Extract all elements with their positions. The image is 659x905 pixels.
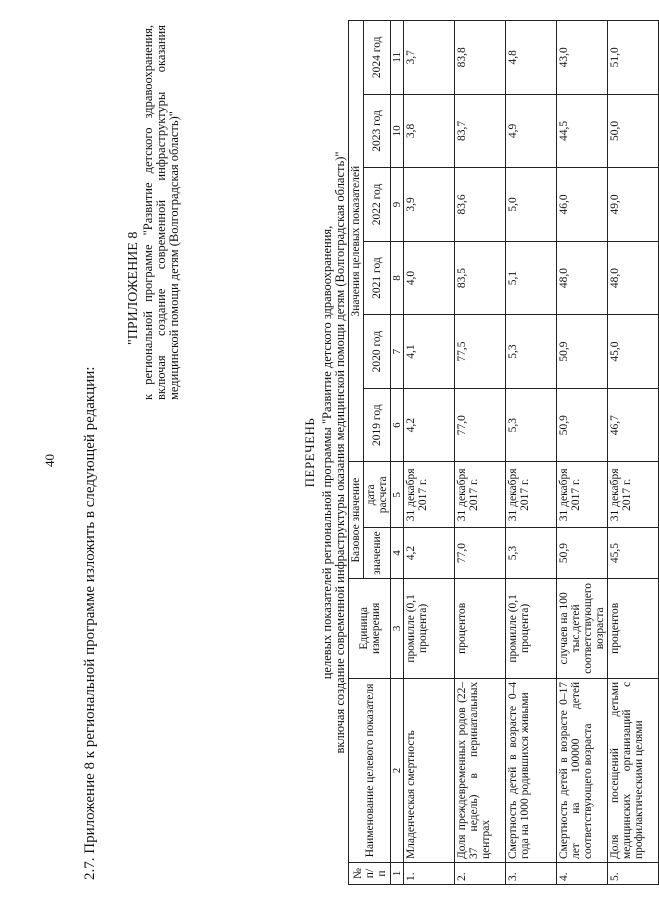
target-value: 43,0: [557, 21, 608, 95]
header-year: 2024 год: [364, 21, 391, 95]
base-date: 31 декабря 2017 г.: [557, 462, 608, 528]
appendix-body: к региональной программе "Развитие детского здравоохранения, включая создание современной инфраструктуры оказания медицинской помощи детям (Волгоградская область)": [141, 25, 181, 400]
base-date: 31 декабря 2017 г.: [455, 462, 506, 528]
target-value: 4,0: [404, 241, 455, 315]
target-value: 3,9: [404, 168, 455, 242]
header-base: Базовое значение: [349, 462, 364, 578]
base-value: 50,9: [557, 528, 608, 579]
target-value: 45,0: [608, 315, 659, 389]
row-num: 4.: [557, 863, 608, 885]
section-heading: 2.7. Приложение 8 к региональной программе изложить в следующей редакции:: [82, 366, 98, 880]
table-subtitle-line-1: целевых показателей региональной программы "Развитие детского здравоохранения,: [320, 225, 334, 680]
target-value: 4,2: [404, 388, 455, 462]
target-value: 50,9: [557, 388, 608, 462]
target-value: 83,7: [455, 94, 506, 168]
target-value: 5,1: [506, 241, 557, 315]
base-value: 4,2: [404, 528, 455, 579]
table-row: [455, 21, 506, 885]
target-value: 77,0: [455, 388, 506, 462]
target-value: 5,3: [506, 388, 557, 462]
row-num: 1.: [404, 863, 455, 885]
header-year: 2021 год: [364, 241, 391, 315]
row-num: 3.: [506, 863, 557, 885]
target-value: 50,9: [557, 315, 608, 389]
header-unit: Единица измерения: [349, 578, 391, 678]
base-date: 31 декабря 2017 г.: [608, 462, 659, 528]
target-value: 4,8: [506, 21, 557, 95]
target-value: 49,0: [608, 168, 659, 242]
row-num: 5.: [608, 863, 659, 885]
indicator-name: Смертность детей в возрасте 0–17 лет на 100000 детей соответствующего возраста: [557, 678, 608, 862]
column-number: 6: [391, 388, 404, 462]
page-number: 40: [42, 454, 57, 467]
table-row: [557, 21, 608, 885]
column-number: 3: [391, 578, 404, 678]
target-value: 48,0: [608, 241, 659, 315]
base-value: 77,0: [455, 528, 506, 579]
header-num: № п/п: [349, 863, 391, 885]
base-value: 5,3: [506, 528, 557, 579]
header-base-date: дата расчета: [364, 462, 391, 528]
target-value: 77,5: [455, 315, 506, 389]
column-number: 11: [391, 21, 404, 95]
target-value: 51,0: [608, 21, 659, 95]
column-number: 5: [391, 462, 404, 528]
target-value: 3,8: [404, 94, 455, 168]
target-value: 5,3: [506, 315, 557, 389]
indicator-unit: процентов: [608, 578, 659, 678]
column-number: 8: [391, 241, 404, 315]
target-value: 3,7: [404, 21, 455, 95]
column-number: 4: [391, 528, 404, 579]
indicator-unit: промилле (0,1 процента): [506, 578, 557, 678]
target-value: 83,6: [455, 168, 506, 242]
table-subtitle-line-2: включая создание современной инфраструктуры оказания медицинской помощи детям (Волгоградская область)": [333, 151, 347, 754]
column-number: 10: [391, 94, 404, 168]
table-row: [404, 21, 455, 885]
indicator-name: Смертность детей в возрасте 0–4 года на 1000 родившихся живыми: [506, 678, 557, 862]
target-value: 50,0: [608, 94, 659, 168]
header-year: 2023 год: [364, 94, 391, 168]
target-value: 48,0: [557, 241, 608, 315]
column-number: 2: [391, 678, 404, 862]
target-value: 46,0: [557, 168, 608, 242]
indicator-name: Доля преждевременных родов (22–37 недель) в перинатальных центрах: [455, 678, 506, 862]
table-title: ПЕРЕЧЕНЬ: [302, 417, 317, 488]
base-date: 31 декабря 2017 г.: [404, 462, 455, 528]
appendix-title: "ПРИЛОЖЕНИЕ 8: [126, 231, 141, 345]
row-num: 2.: [455, 863, 506, 885]
table-row: [506, 21, 557, 885]
table-row: [608, 21, 659, 885]
base-date: 31 декабря 2017 г.: [506, 462, 557, 528]
column-number: 1: [391, 863, 404, 885]
target-value: 4,9: [506, 94, 557, 168]
indicator-unit: промилле (0,1 процента): [404, 578, 455, 678]
header-targets: Значения целевых показателей: [349, 21, 364, 462]
indicators-table: [348, 20, 659, 885]
target-value: 83,8: [455, 21, 506, 95]
header-base-value: значение: [364, 528, 391, 579]
column-number: 7: [391, 315, 404, 389]
header-name: Наименование целевого показателя: [349, 678, 391, 862]
target-value: 5,0: [506, 168, 557, 242]
target-value: 46,7: [608, 388, 659, 462]
header-year: 2020 год: [364, 315, 391, 389]
target-value: 4,1: [404, 315, 455, 389]
header-year: 2022 год: [364, 168, 391, 242]
header-year: 2019 год: [364, 388, 391, 462]
target-value: 83,5: [455, 241, 506, 315]
column-number: 9: [391, 168, 404, 242]
base-value: 45,5: [608, 528, 659, 579]
indicator-name: Младенческая смертность: [404, 678, 455, 862]
indicator-unit: процентов: [455, 578, 506, 678]
indicator-unit: случаев на 100 тыс.детей соответствующего возраста: [557, 578, 608, 678]
indicator-name: Доля посещений детьми медицинских организаций с профилактическими целями: [608, 678, 659, 862]
target-value: 44,5: [557, 94, 608, 168]
